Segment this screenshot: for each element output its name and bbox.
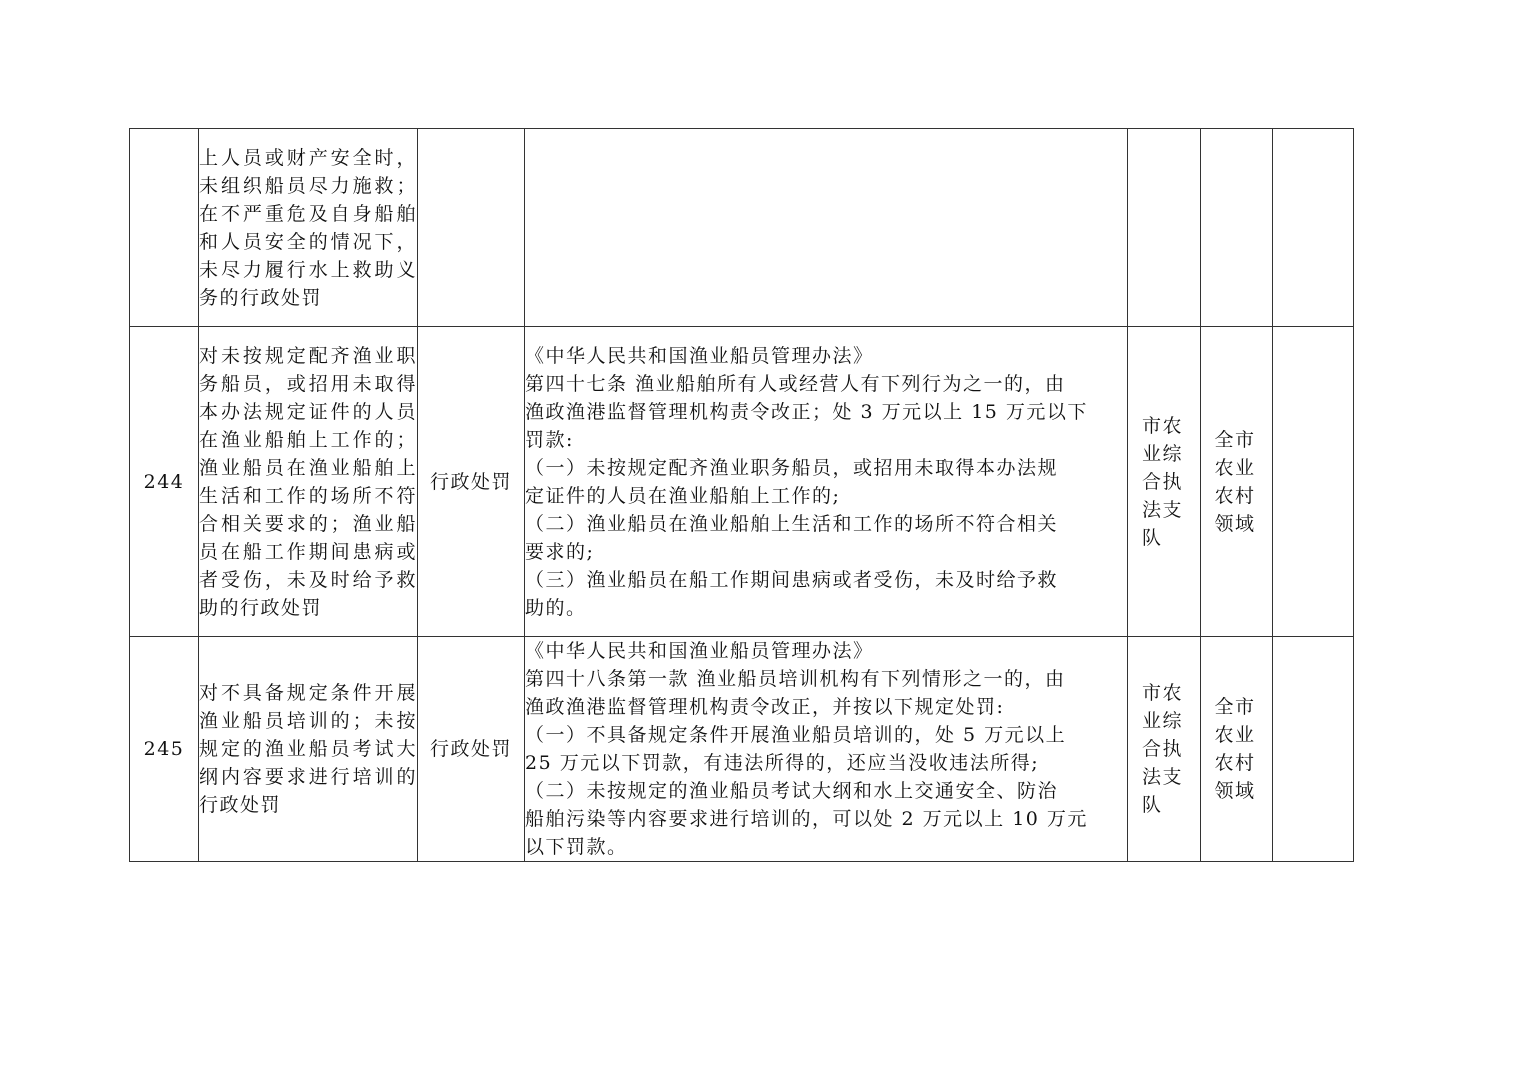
basis-line: 第四十七条 渔业船舶所有人或经营人有下列行为之一的，由	[525, 372, 1066, 395]
basis-line: 《中华人民共和国渔业船员管理办法》	[525, 344, 874, 367]
basis-line: （三）渔业船员在船工作期间患病或者受伤，未及时给予救	[525, 568, 1059, 591]
enforcement-domain: 全市农业农村领域	[1201, 327, 1273, 637]
enforcement-domain: 全市农业农村领域	[1201, 637, 1273, 862]
enforcement-unit: 市农业综合执法支队	[1128, 327, 1201, 637]
table-row	[130, 327, 1354, 637]
basis-line: 以下罚款。	[525, 836, 628, 858]
basis-line: 25 万元以下罚款，有违法所得的，还应当没收违法所得;	[525, 752, 1040, 774]
penalty-type: 行政处罚	[418, 637, 525, 862]
legal-basis	[525, 637, 1128, 862]
penalty-item-text: 对不具备规定条件开展渔业船员培训的；未按规定的渔业船员考试大纲内容要求进行培训的行政处罚	[199, 637, 418, 862]
legal-basis	[525, 327, 1128, 637]
penalty-type	[418, 129, 525, 327]
table-row	[130, 637, 1354, 862]
enforcement-domain	[1201, 129, 1273, 327]
basis-line: （一）不具备规定条件开展渔业船员培训的，处 5 万元以上	[525, 724, 1067, 746]
basis-line: （二）渔业船员在渔业船舶上生活和工作的场所不符合相关	[525, 512, 1059, 535]
basis-line: 《中华人民共和国渔业船员管理办法》	[525, 640, 874, 662]
remarks	[1273, 637, 1354, 862]
row-number: 244	[130, 327, 199, 637]
basis-line: 助的。	[525, 596, 587, 619]
enforcement-unit	[1128, 129, 1201, 327]
penalty-type: 行政处罚	[418, 327, 525, 637]
remarks	[1273, 129, 1354, 327]
legal-basis	[525, 129, 1128, 327]
basis-line: 第四十八条第一款 渔业船员培训机构有下列情形之一的，由	[525, 668, 1066, 690]
penalty-item-text: 上人员或财产安全时，未组织船员尽力施救；在不严重危及自身船舶和人员安全的情况下，未尽力履行水上救助义务的行政处罚	[199, 129, 418, 327]
basis-line: 船舶污染等内容要求进行培训的，可以处 2 万元以上 10 万元	[525, 808, 1088, 830]
penalty-item-text: 对未按规定配齐渔业职务船员，或招用未取得本办法规定证件的人员在渔业船舶上工作的；渔业船员在渔业船舶上生活和工作的场所不符合相关要求的；渔业船员在船工作期间患病或者受伤，未及时给予救助的行政处罚	[199, 327, 418, 637]
basis-line: 罚款:	[525, 428, 574, 451]
table-row	[130, 129, 1354, 327]
basis-line: 渔政渔港监督管理机构责令改正，并按以下规定处罚:	[525, 696, 1005, 718]
basis-line: 定证件的人员在渔业船舶上工作的;	[525, 484, 841, 507]
basis-line: 渔政渔港监督管理机构责令改正；处 3 万元以上 15 万元以下	[525, 400, 1088, 423]
basis-line: （二）未按规定的渔业船员考试大纲和水上交通安全、防治	[525, 780, 1059, 802]
row-number: 245	[130, 637, 199, 862]
enforcement-unit: 市农业综合执法支队	[1128, 637, 1201, 862]
basis-line: （一）未按规定配齐渔业职务船员，或招用未取得本办法规	[525, 456, 1059, 479]
penalty-list-table	[129, 128, 1354, 862]
row-number	[130, 129, 199, 327]
remarks	[1273, 327, 1354, 637]
basis-line: 要求的;	[525, 540, 595, 563]
